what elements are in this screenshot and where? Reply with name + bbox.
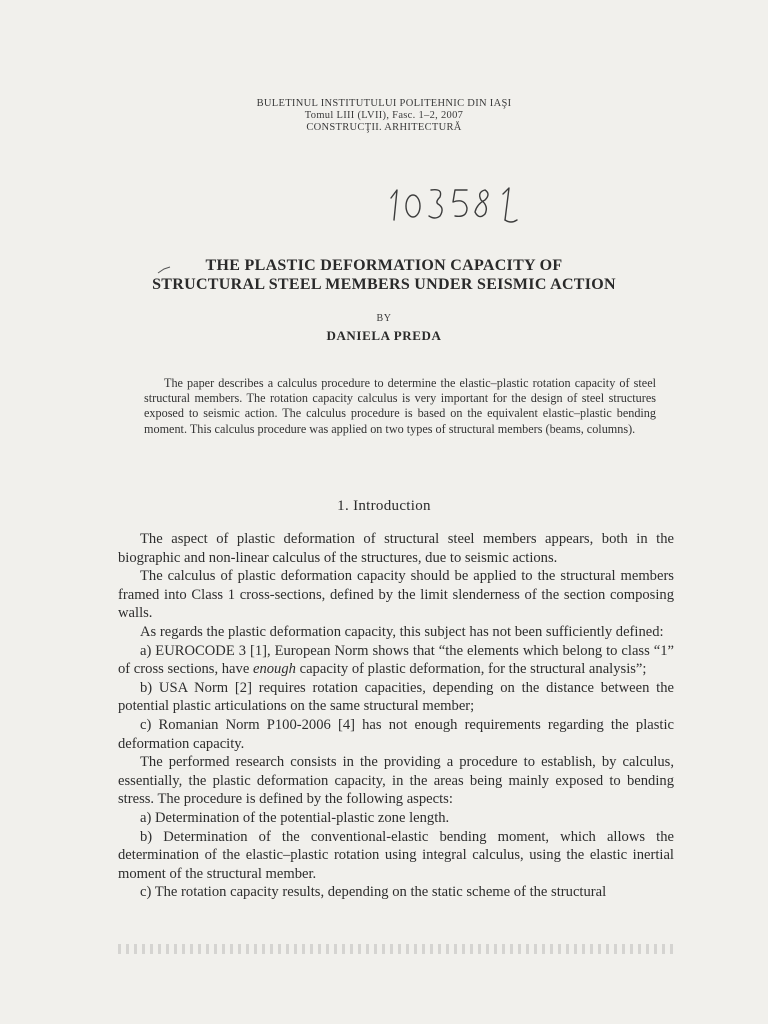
paragraph: The calculus of plastic deformation capacity should be applied to the structural members framed into Class 1 cross-sections, defined by the limit slenderness of the section composing walls. — [118, 568, 674, 622]
byline: BY — [376, 313, 392, 324]
cut-off-text-line — [118, 944, 674, 954]
section-body — [118, 530, 674, 902]
journal-section: CONSTRUCŢII. ARHITECTURĂ — [306, 122, 462, 133]
journal-volume: Tomul LIII (LVII), Fasc. 1–2, 2007 — [304, 110, 464, 121]
paragraph: The aspect of plastic deformation of structural steel members appears, both in the biographic and non-linear calculus of the structures, due to seismic actions. — [118, 531, 674, 566]
paragraph: c) Romanian Norm P100-2006 [4] has not enough requirements regarding the plastic deformation capacity. — [118, 716, 674, 752]
section-heading: 1. Introduction — [337, 498, 431, 514]
paragraph-text: capacity of plastic deformation, for the structural analysis”; — [295, 661, 647, 678]
paragraph: a) Determination of the potential-plastic zone length. — [140, 809, 450, 826]
paper-title-line-1: THE PLASTIC DEFORMATION CAPACITY OF — [205, 257, 563, 274]
paragraph-eurocode — [118, 642, 674, 679]
author-name: DANIELA PREDA — [326, 328, 442, 343]
handwritten-accession-number — [385, 180, 535, 226]
paper-title-line-2: STRUCTURAL STEEL MEMBERS UNDER SEISMIC ACTION — [152, 276, 616, 293]
paragraph-text: a) EUROCODE 3 [1], European Norm shows that “the elements which belong to class “1” of cross sections, have — [118, 642, 674, 678]
journal-name: BULETINUL INSTITUTULUI POLITEHNIC DIN IAŞI — [256, 98, 512, 109]
emphasis-text: enough — [252, 661, 296, 678]
paragraph: b) USA Norm [2] requires rotation capacities, depending on the distance between the potential plastic articulations on the same structural member; — [118, 679, 674, 715]
abstract: The paper describes a calculus procedure to determine the elastic–plastic rotation capacity of steel structural members. The rotation capacity calculus is very important for the design of steel structures exposed to seismic action. The calculus procedure is based on the equivalent elastic–plastic bending moment. This calculus procedure was applied on two types of structural members (beams, columns). — [144, 376, 656, 436]
paragraph: b) Determination of the conventional-elastic bending moment, which allows the determination of the elastic–plastic rotation using integral calculus, using the elastic inertial moment of the structural member. — [118, 828, 674, 882]
paragraph: c) The rotation capacity results, depending on the static scheme of the structural — [140, 884, 607, 901]
paragraph: As regards the plastic deformation capacity, this subject has not been sufficiently defined: — [140, 623, 664, 640]
paragraph: The performed research consists in the providing a procedure to establish, by calculus, essentially, the plastic deformation capacity, in the areas being mainly exposed to bending stress. The procedure is defined by the following aspects: — [118, 754, 674, 808]
